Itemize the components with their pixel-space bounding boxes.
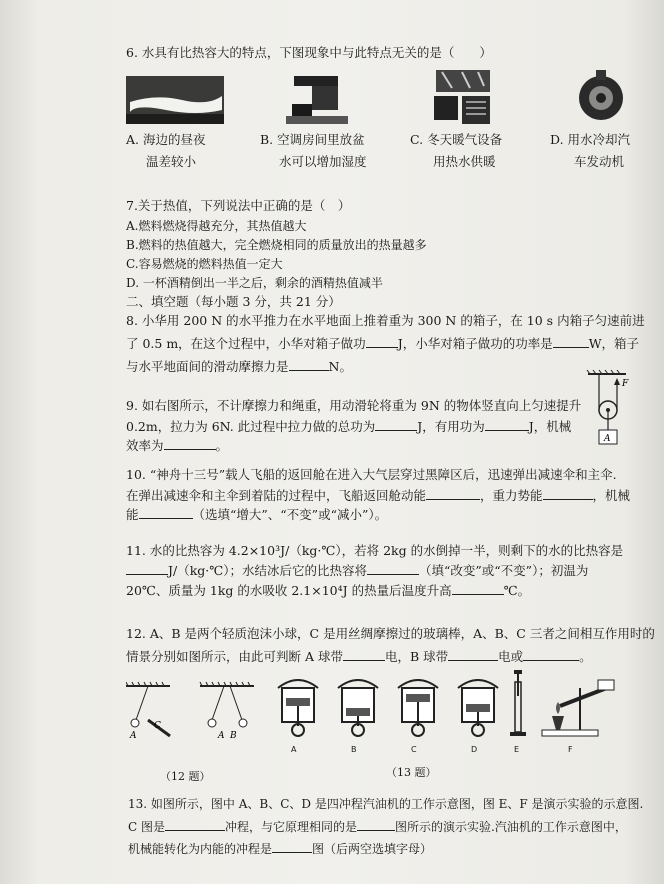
- q13-line3: [128, 840, 432, 857]
- q10-blank-kinetic[interactable]: [426, 487, 480, 500]
- q8-text-e: N。: [328, 359, 352, 374]
- q8-text-d: 与水平地面间的滑动摩擦力是: [126, 359, 289, 374]
- q11-line3: [126, 582, 530, 599]
- q12-label-c: C: [154, 721, 161, 731]
- q9-blank-useful-work[interactable]: [485, 418, 529, 431]
- caption-q12: （12 题）: [160, 770, 211, 783]
- q6-option-b-line2: 水可以增加湿度: [279, 154, 367, 169]
- q13-label-d: D: [471, 745, 478, 754]
- q11-text-a: J/（kg·℃）；水结冰后它的比热容将: [168, 563, 368, 578]
- q13-text-c: 图所示的演示实验.汽油机的工作示意图中，: [395, 820, 627, 834]
- q6-image-b: [286, 70, 348, 126]
- q10-blank-potential[interactable]: [543, 487, 593, 500]
- q11-line1: 11. 水的比热容为 4.2×10³J/（kg·℃），若将 2kg 的水倒掉一半，则剩下的水的比热容是: [126, 543, 624, 558]
- q13-blank-compression[interactable]: [272, 840, 312, 853]
- q13-label-c: C: [411, 745, 417, 754]
- q6-option-c-line2: 用热水供暖: [433, 154, 496, 169]
- q12-blank-a[interactable]: [343, 648, 385, 661]
- q7-stem: 7.关于热值，下列说法中正确的是（ ）: [126, 198, 351, 213]
- q6-option-d-line1: D. 用水冷却汽: [550, 132, 631, 147]
- q13-text-b: 冲程，与它原理相同的是: [225, 820, 358, 834]
- q13-label-e: E: [514, 745, 520, 754]
- q6-option-a-line1: A. 海边的昼夜: [126, 132, 206, 147]
- q8-line3: [126, 358, 352, 375]
- q6-stem: 6. 水具有比热容大的特点，下图现象中与此特点无关的是（ ）: [126, 45, 492, 60]
- q12-line2: [126, 648, 592, 665]
- q13-engine-figures: [268, 668, 504, 742]
- q11-blank-change[interactable]: [367, 562, 419, 575]
- q7-option-b: B.燃料的热值越大，完全燃烧相同的质量放出的热量越多: [126, 238, 427, 252]
- q13-figure-f: [540, 672, 618, 742]
- q8-blank-power[interactable]: [553, 335, 589, 348]
- q11-blank-capacity[interactable]: [126, 562, 168, 575]
- q11-text-d: ℃。: [503, 583, 531, 598]
- q9-text-e: 。: [215, 438, 229, 453]
- q9-text-c: J，机械: [528, 419, 572, 434]
- q9-blank-total-work[interactable]: [375, 418, 417, 431]
- q12-label-b: B: [230, 731, 237, 741]
- q13-figure-e: [508, 668, 528, 742]
- q10-text-d: 能: [126, 507, 139, 522]
- q6-image-a: [126, 76, 224, 124]
- q9-text-a: 0.2m，拉力为 6N. 此过程中拉力做的总功为: [126, 419, 376, 434]
- q13-label-b: B: [351, 745, 357, 754]
- q12-text-a: 情景分别如图所示，由此可判断 A 球带: [126, 649, 343, 664]
- q10-line2: [126, 487, 630, 504]
- q11-line2: [126, 562, 588, 579]
- q9-line1: 9. 如右图所示，不计摩擦力和绳重，用动滑轮将重为 9N 的物体竖直向上匀速提升: [126, 398, 582, 413]
- q8-text-c: W，箱子: [588, 336, 640, 351]
- q6-option-d-line2: 车发动机: [574, 154, 625, 169]
- q10-line1: 10. “神舟十三号”载人飞船的返回舱在进入大气层穿过黑障区后，迅速弹出减速伞和主伞.: [126, 467, 617, 482]
- q13-text-a: C 图是: [128, 820, 165, 834]
- q9-pulley-figure: [586, 368, 636, 450]
- q10-text-c: ，机械: [592, 488, 631, 503]
- q11-blank-temperature[interactable]: [452, 582, 504, 595]
- q8-text-b: J，小华对箱子做功的功率是: [397, 336, 553, 351]
- q7-option-c: C.容易燃烧的燃料热值一定大: [126, 257, 283, 271]
- q11-text-b: （填“改变”或“不变”）；初温为: [419, 563, 589, 578]
- q9-line3: [126, 437, 228, 454]
- caption-q13: （13 题）: [386, 766, 437, 779]
- q12-text-c: 电或: [498, 649, 524, 664]
- q12-text-d: 。: [579, 649, 592, 664]
- q13-text-e: 图（后两空选填字母）: [312, 842, 433, 856]
- q6-option-b-line1: B. 空调房间里放盆: [260, 132, 365, 147]
- q12-blank-b1[interactable]: [448, 648, 498, 661]
- q8-line1: 8. 小华用 200 N 的水平推力在水平地面上推着重为 300 N 的箱子，在 10 s 内箱子匀速前进: [126, 313, 645, 328]
- engine-b: [338, 680, 378, 736]
- q9-text-d: 效率为: [126, 438, 164, 453]
- q12-figure: [126, 680, 256, 742]
- q12-label-a1: A: [130, 731, 137, 741]
- q9-line2: [126, 418, 571, 435]
- q12-blank-b2[interactable]: [523, 648, 579, 661]
- q6-image-d: [576, 70, 626, 124]
- q13-blank-demo[interactable]: [357, 818, 395, 831]
- q12-label-a2: A: [218, 731, 225, 741]
- q13-text-d: 机械能转化为内能的冲程是: [128, 842, 273, 856]
- q13-label-f: F: [568, 745, 573, 754]
- q10-line3: [126, 506, 387, 523]
- q8-text-a: 了 0.5 m，在这个过程中，小华对箱子做功: [126, 336, 366, 351]
- q7-option-d: D. 一杯酒精倒出一半之后，剩余的酒精热值减半: [126, 276, 383, 290]
- q8-line2: [126, 335, 639, 352]
- q11-text-c: 20℃、质量为 1kg 的水吸收 2.1×10⁴J 的热量后温度升高: [126, 583, 452, 598]
- q8-blank-work[interactable]: [366, 335, 398, 348]
- q10-text-e: （选填“增大”、“不变”或“减小”）。: [192, 507, 388, 522]
- q10-text-a: 在弹出减速伞和主伞到着陆的过程中，飞船返回舱动能: [126, 488, 427, 503]
- engine-d: [458, 680, 498, 736]
- engine-a: [278, 680, 318, 736]
- q8-blank-friction[interactable]: [289, 358, 329, 371]
- q6-option-c-line1: C. 冬天暖气设备: [410, 132, 503, 147]
- q10-text-b: ，重力势能: [480, 488, 543, 503]
- q13-line2: [128, 818, 627, 835]
- q9-label-a: A: [604, 434, 611, 444]
- section-2-heading: 二、填空题（每小题 3 分，共 21 分）: [126, 294, 341, 309]
- q13-label-a: A: [291, 745, 297, 754]
- q12-text-b: 电，B 球带: [384, 649, 449, 664]
- q9-text-b: J，有用功为: [417, 419, 485, 434]
- q7-option-a: A.燃料燃烧得越充分，其热值越大: [126, 219, 307, 233]
- q6-option-a-line2: 温差较小: [146, 154, 197, 169]
- q10-blank-mechanical[interactable]: [139, 506, 193, 519]
- q12-line1: 12. A、B 是两个轻质泡沫小球，C 是用丝绸摩擦过的玻璃棒，A、B、C 三者之间相互作用时的: [126, 626, 655, 641]
- q13-blank-stroke[interactable]: [165, 818, 225, 831]
- q13-line1: 13. 如图所示，图中 A、B、C、D 是四冲程汽油机的工作示意图，图 E、F 是演示实验的示意图.: [128, 797, 644, 811]
- engine-c: [398, 680, 438, 736]
- q6-image-c: [432, 66, 494, 128]
- q9-label-f: F: [622, 379, 629, 389]
- q9-blank-efficiency[interactable]: [164, 437, 216, 450]
